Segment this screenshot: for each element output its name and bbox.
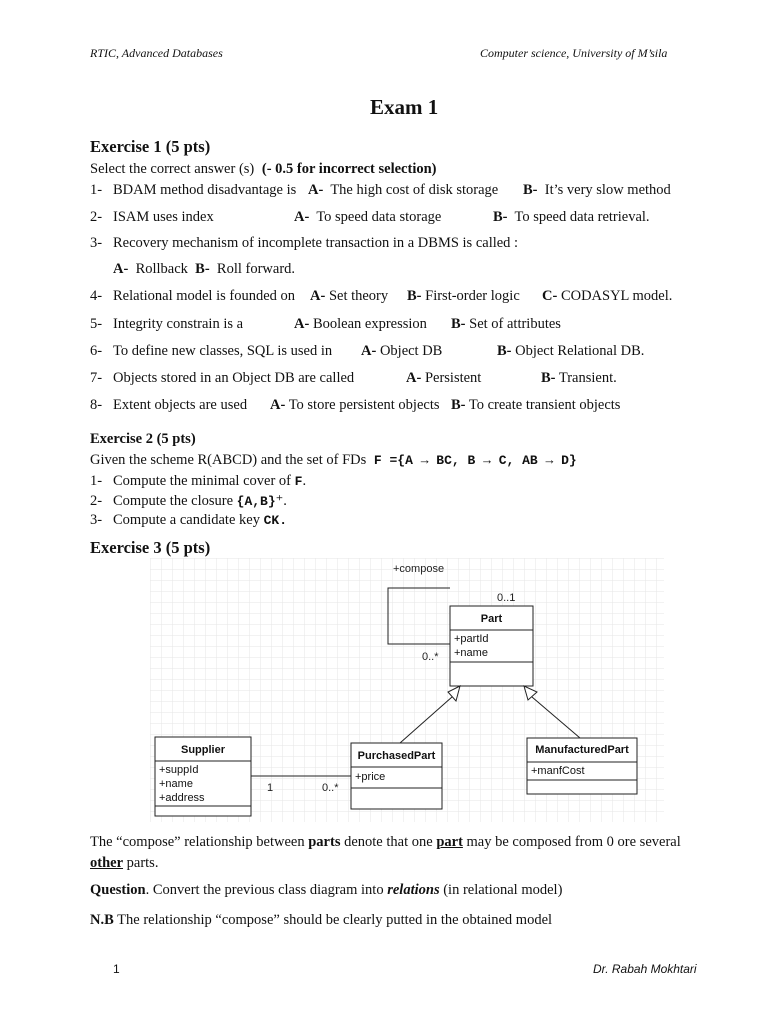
exercise1-instruction [90,161,437,178]
mult-bottom-label: 0..* [422,651,439,663]
supplier-attr-2: +name [159,778,193,790]
q2-a-label: A- [294,209,310,225]
q6-a-text: Object DB [379,343,443,359]
task1-text: Compute the minimal cover of [113,473,291,489]
desc-part-2: denote that one [344,834,433,850]
q4-num: 4- [90,288,103,304]
compose-description-line2 [90,855,158,872]
q8-a-text: To store persistent objects [288,397,440,413]
desc-parts: parts [308,834,341,850]
task2-code: {A,B} [236,494,276,509]
q7-option-b [541,370,617,387]
question-label: Question [90,882,146,898]
task3 [113,512,287,529]
desc-part-1: The “compose” relationship between [90,834,305,850]
q6-num: 6- [90,343,103,359]
q5-b-label: B- [451,316,466,332]
q2-a-text: To speed data storage [316,209,442,225]
q5-option-b [451,316,561,333]
mult-top-label: 0..1 [497,592,516,604]
q4-option-a [310,288,388,305]
supplier-attr-1: +suppId [159,764,199,776]
q6-b-label: B- [497,343,512,359]
q4-c-label: C- [542,288,558,304]
class-part [450,606,533,686]
task3-num: 3- [90,512,103,528]
part-name: Part [480,613,503,625]
q7-num: 7- [90,370,103,386]
q4-c-text: CODASYL model. [560,288,673,304]
class-purchased-part [351,743,442,809]
desc-other: other [90,855,124,871]
desc-part-4: parts. [126,855,159,871]
q8-a-label: A- [270,397,286,413]
q4-option-b [407,288,520,305]
q5-a-text: Boolean expression [312,316,427,332]
task2-tail: ⁺. [275,493,287,509]
purchased-attr-1: +price [355,771,386,783]
q3-b-label: B- [195,261,210,277]
footer-author: Dr. Rabah Mokhtari [593,962,697,976]
q3-options [113,261,295,278]
penalty-text: (- 0.5 for incorrect selection) [261,161,437,177]
instruction-text: Select the correct answer (s) [90,161,255,177]
q2-num: 2- [90,209,103,225]
q5-a-label: A- [294,316,310,332]
q3-b-text: Roll forward. [216,261,296,277]
q1-b-text: It’s very slow method [544,182,671,198]
q3-text: Recovery mechanism of incomplete transaction in a DBMS is called : [113,235,519,251]
q8-option-a [270,397,440,414]
exercise3-heading: Exercise 3 (5 pts) [90,538,211,557]
question-tail: (in relational model) [443,882,563,898]
compose-label: +compose [393,563,445,575]
task2 [113,493,287,510]
q3-a-label: A- [113,261,129,277]
class-supplier [155,737,251,816]
desc-part-3: may be composed from 0 ore several [466,834,681,850]
q7-option-a [406,370,481,387]
manufactured-attr-1: +manfCost [531,765,585,777]
q4-option-c [542,288,672,305]
exercise1-heading: Exercise 1 (5 pts) [90,137,211,156]
task1 [113,473,306,490]
class-diagram [150,558,664,822]
nb-label: N.B [90,912,114,928]
q4-b-text: First-order logic [425,288,520,304]
task3-text: Compute a candidate key [113,512,260,528]
q4-a-text: Set theory [328,288,389,304]
q7-text: Objects stored in an Object DB are called [113,370,355,386]
q6-option-b [497,343,644,360]
q1-b-label: B- [523,182,538,198]
q2-b-label: B- [493,209,508,225]
q6-option-a [361,343,442,360]
supplier-attr-3: +address [159,792,205,804]
q8-b-text: To create transient objects [468,397,621,413]
compose-description-line1 [90,834,681,851]
q1-a-label: A- [308,182,324,198]
page-number: 1 [113,962,120,976]
nb-line [90,912,552,929]
question-text: . Convert the previous class diagram into [145,882,384,898]
q1-option-a [308,182,498,199]
q7-a-text: Persistent [424,370,482,386]
header-left: RTIC, Advanced Databases [90,46,223,60]
part-attr-2: +name [454,647,488,659]
nb-text: The relationship “compose” should be clearly putted in the obtained model [117,912,553,928]
q6-a-label: A- [361,343,377,359]
q2-b-text: To speed data retrieval. [514,209,650,225]
q6-text: To define new classes, SQL is used in [113,343,333,359]
q3-a-text: Rollback [135,261,188,277]
q5-num: 5- [90,316,103,332]
q8-num: 8- [90,397,103,413]
q6-b-text: Object Relational DB. [515,343,645,359]
task3-code: CK. [263,513,287,528]
q8-text: Extent objects are used [113,397,248,413]
given-text: Given the scheme R(ABCD) and the set of FDs [90,452,367,468]
part-attr-1: +partId [454,633,489,645]
question-line [90,882,562,899]
assoc-mult-right: 0..* [322,782,339,794]
fd-set: F ={A → BC, B → C, AB → D} [373,453,577,468]
q5-option-a [294,316,427,333]
exercise2-given [90,452,577,469]
task2-num: 2- [90,493,103,509]
purchased-name: PurchasedPart [357,750,436,762]
q8-option-b [451,397,620,414]
q1-a-text: The high cost of disk storage [330,182,499,198]
q7-b-label: B- [541,370,556,386]
q1-text: BDAM method disadvantage is [113,182,297,198]
supplier-name: Supplier [180,744,226,756]
q4-a-label: A- [310,288,326,304]
desc-part-underlined: part [436,834,463,850]
assoc-mult-left: 1 [267,782,274,794]
q4-text: Relational model is founded on [113,288,296,304]
q7-a-label: A- [406,370,422,386]
q5-b-text: Set of attributes [469,316,561,332]
manufactured-name: ManufacturedPart [535,744,629,756]
q3-num: 3- [90,235,103,251]
task1-num: 1- [90,473,103,489]
page-title: Exam 1 [370,95,439,119]
q2-option-b [493,209,650,226]
task1-tail: . [302,473,307,489]
q7-b-text: Transient. [558,370,617,386]
q1-num: 1- [90,182,103,198]
q1-option-b [523,182,671,199]
question-relations: relations [387,882,440,898]
task1-code: F [294,474,303,489]
q4-b-label: B- [407,288,422,304]
class-manufactured-part [527,738,637,794]
task2-text: Compute the closure [113,493,234,509]
header-right: Computer science, University of M’sila [480,46,668,60]
q2-text: ISAM uses index [113,209,214,225]
exercise2-heading: Exercise 2 (5 pts) [90,431,196,447]
q5-text: Integrity constrain is a [113,316,244,332]
q2-option-a [294,209,441,226]
q8-b-label: B- [451,397,466,413]
